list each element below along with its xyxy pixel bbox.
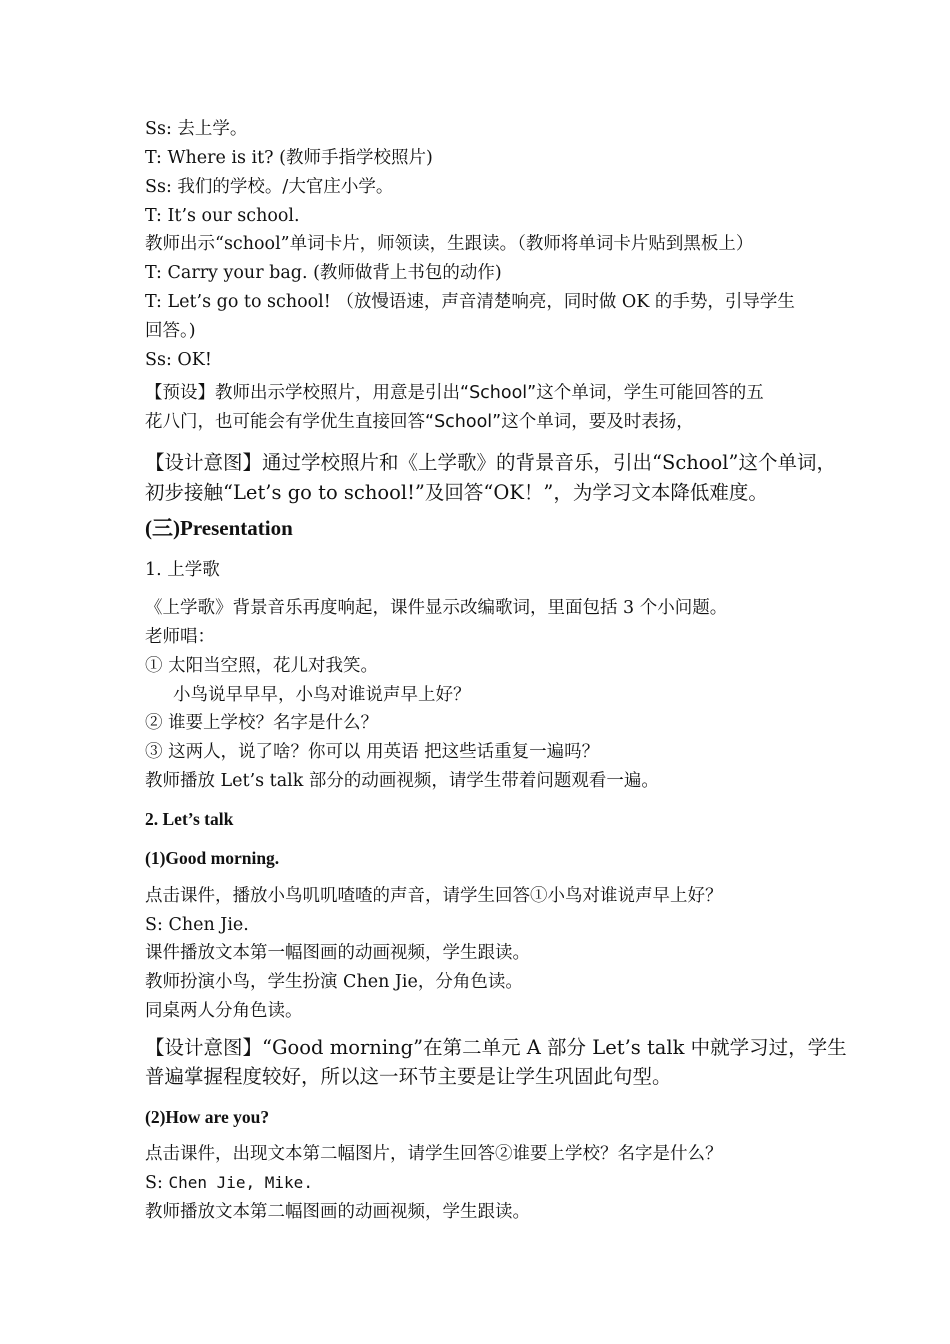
preset-note: 花八门，也可能会有学优生直接回答“School”这个单词，要及时表扬， bbox=[145, 412, 694, 432]
design-intent: 【设计意图】“Good morning”在第二单元 A 部分 Let’s talk 中就学习过，学生 bbox=[145, 1036, 847, 1059]
text-line: 教师出示“school”单词卡片，师领读，生跟读。（教师将单词卡片贴到黑板上） bbox=[145, 234, 754, 254]
design-intent: 初步接触“Let’s go to school!”及回答“OK！”，为学习文本降低难度。 bbox=[145, 481, 768, 504]
lyric-line: 小鸟说早早早，小鸟对谁说声早上好？ bbox=[173, 685, 471, 705]
text-line: 教师播放文本第二幅图画的动画视频，学生跟读。 bbox=[145, 1202, 530, 1222]
text-line: 教师扮演小鸟，学生扮演 Chen Jie，分角色读。 bbox=[145, 972, 523, 992]
text-line: Ss: OK! bbox=[145, 350, 212, 370]
design-intent: 【设计意图】通过学校照片和《上学歌》的背景音乐，引出“School”这个单词， bbox=[145, 451, 836, 474]
text-line: 《上学歌》背景音乐再度响起，课件显示改编歌词，里面包括 3 个小问题。 bbox=[145, 598, 728, 618]
section-heading: (三)Presentation bbox=[145, 516, 293, 540]
speaker-label: S: bbox=[145, 1173, 169, 1193]
text-line: T: Where is it? (教师手指学校照片) bbox=[145, 148, 433, 168]
text-line: T: It’s our school. bbox=[145, 206, 300, 226]
subsection-heading: 1. 上学歌 bbox=[145, 560, 220, 580]
lyric-line: ① 太阳当空照，花儿对我笑。 bbox=[145, 656, 379, 676]
text-line: Ss: 我们的学校。/大官庄小学。 bbox=[145, 177, 394, 197]
design-intent: 普遍掌握程度较好，所以这一环节主要是让学生巩固此句型。 bbox=[145, 1065, 672, 1088]
lyric-line: ③ 这两人，说了啥？你可以 用英语 把这些话重复一遍吗？ bbox=[145, 742, 600, 762]
text-line: 课件播放文本第一幅图画的动画视频，学生跟读。 bbox=[145, 943, 530, 963]
subsection-heading: 2. Let’s talk bbox=[145, 809, 234, 829]
text-line: Ss: 去上学。 bbox=[145, 119, 248, 139]
text-line: 点击课件，出现文本第二幅图片，请学生回答②谁要上学校？名字是什么？ bbox=[145, 1144, 723, 1164]
preset-note: 【预设】教师出示学校照片，用意是引出“School”这个单词，学生可能回答的五 bbox=[145, 383, 764, 403]
text-line: T: Let’s go to school! （放慢语速，声音清楚响亮，同时做 OK 的手势，引导学生 bbox=[145, 292, 795, 312]
text-line: 点击课件，播放小鸟叽叽喳喳的声音，请学生回答①小鸟对谁说声早上好？ bbox=[145, 886, 723, 906]
text-line: 老师唱： bbox=[145, 627, 215, 647]
subsection-heading: (1)Good morning. bbox=[145, 848, 280, 868]
text-line: 教师播放 Let’s talk 部分的动画视频，请学生带着问题观看一遍。 bbox=[145, 771, 659, 791]
student-names: Chen Jie, Mike. bbox=[168, 1173, 313, 1192]
lyric-line: ② 谁要上学校？名字是什么？ bbox=[145, 713, 379, 733]
text-line: 同桌两人分角色读。 bbox=[145, 1001, 303, 1021]
text-line: T: Carry your bag. (教师做背上书包的动作) bbox=[145, 263, 502, 283]
text-line: S: Chen Jie. bbox=[145, 915, 249, 935]
text-line bbox=[145, 1171, 313, 1195]
text-line: 回答。) bbox=[145, 321, 196, 341]
subsection-heading: (2)How are you? bbox=[145, 1107, 270, 1127]
